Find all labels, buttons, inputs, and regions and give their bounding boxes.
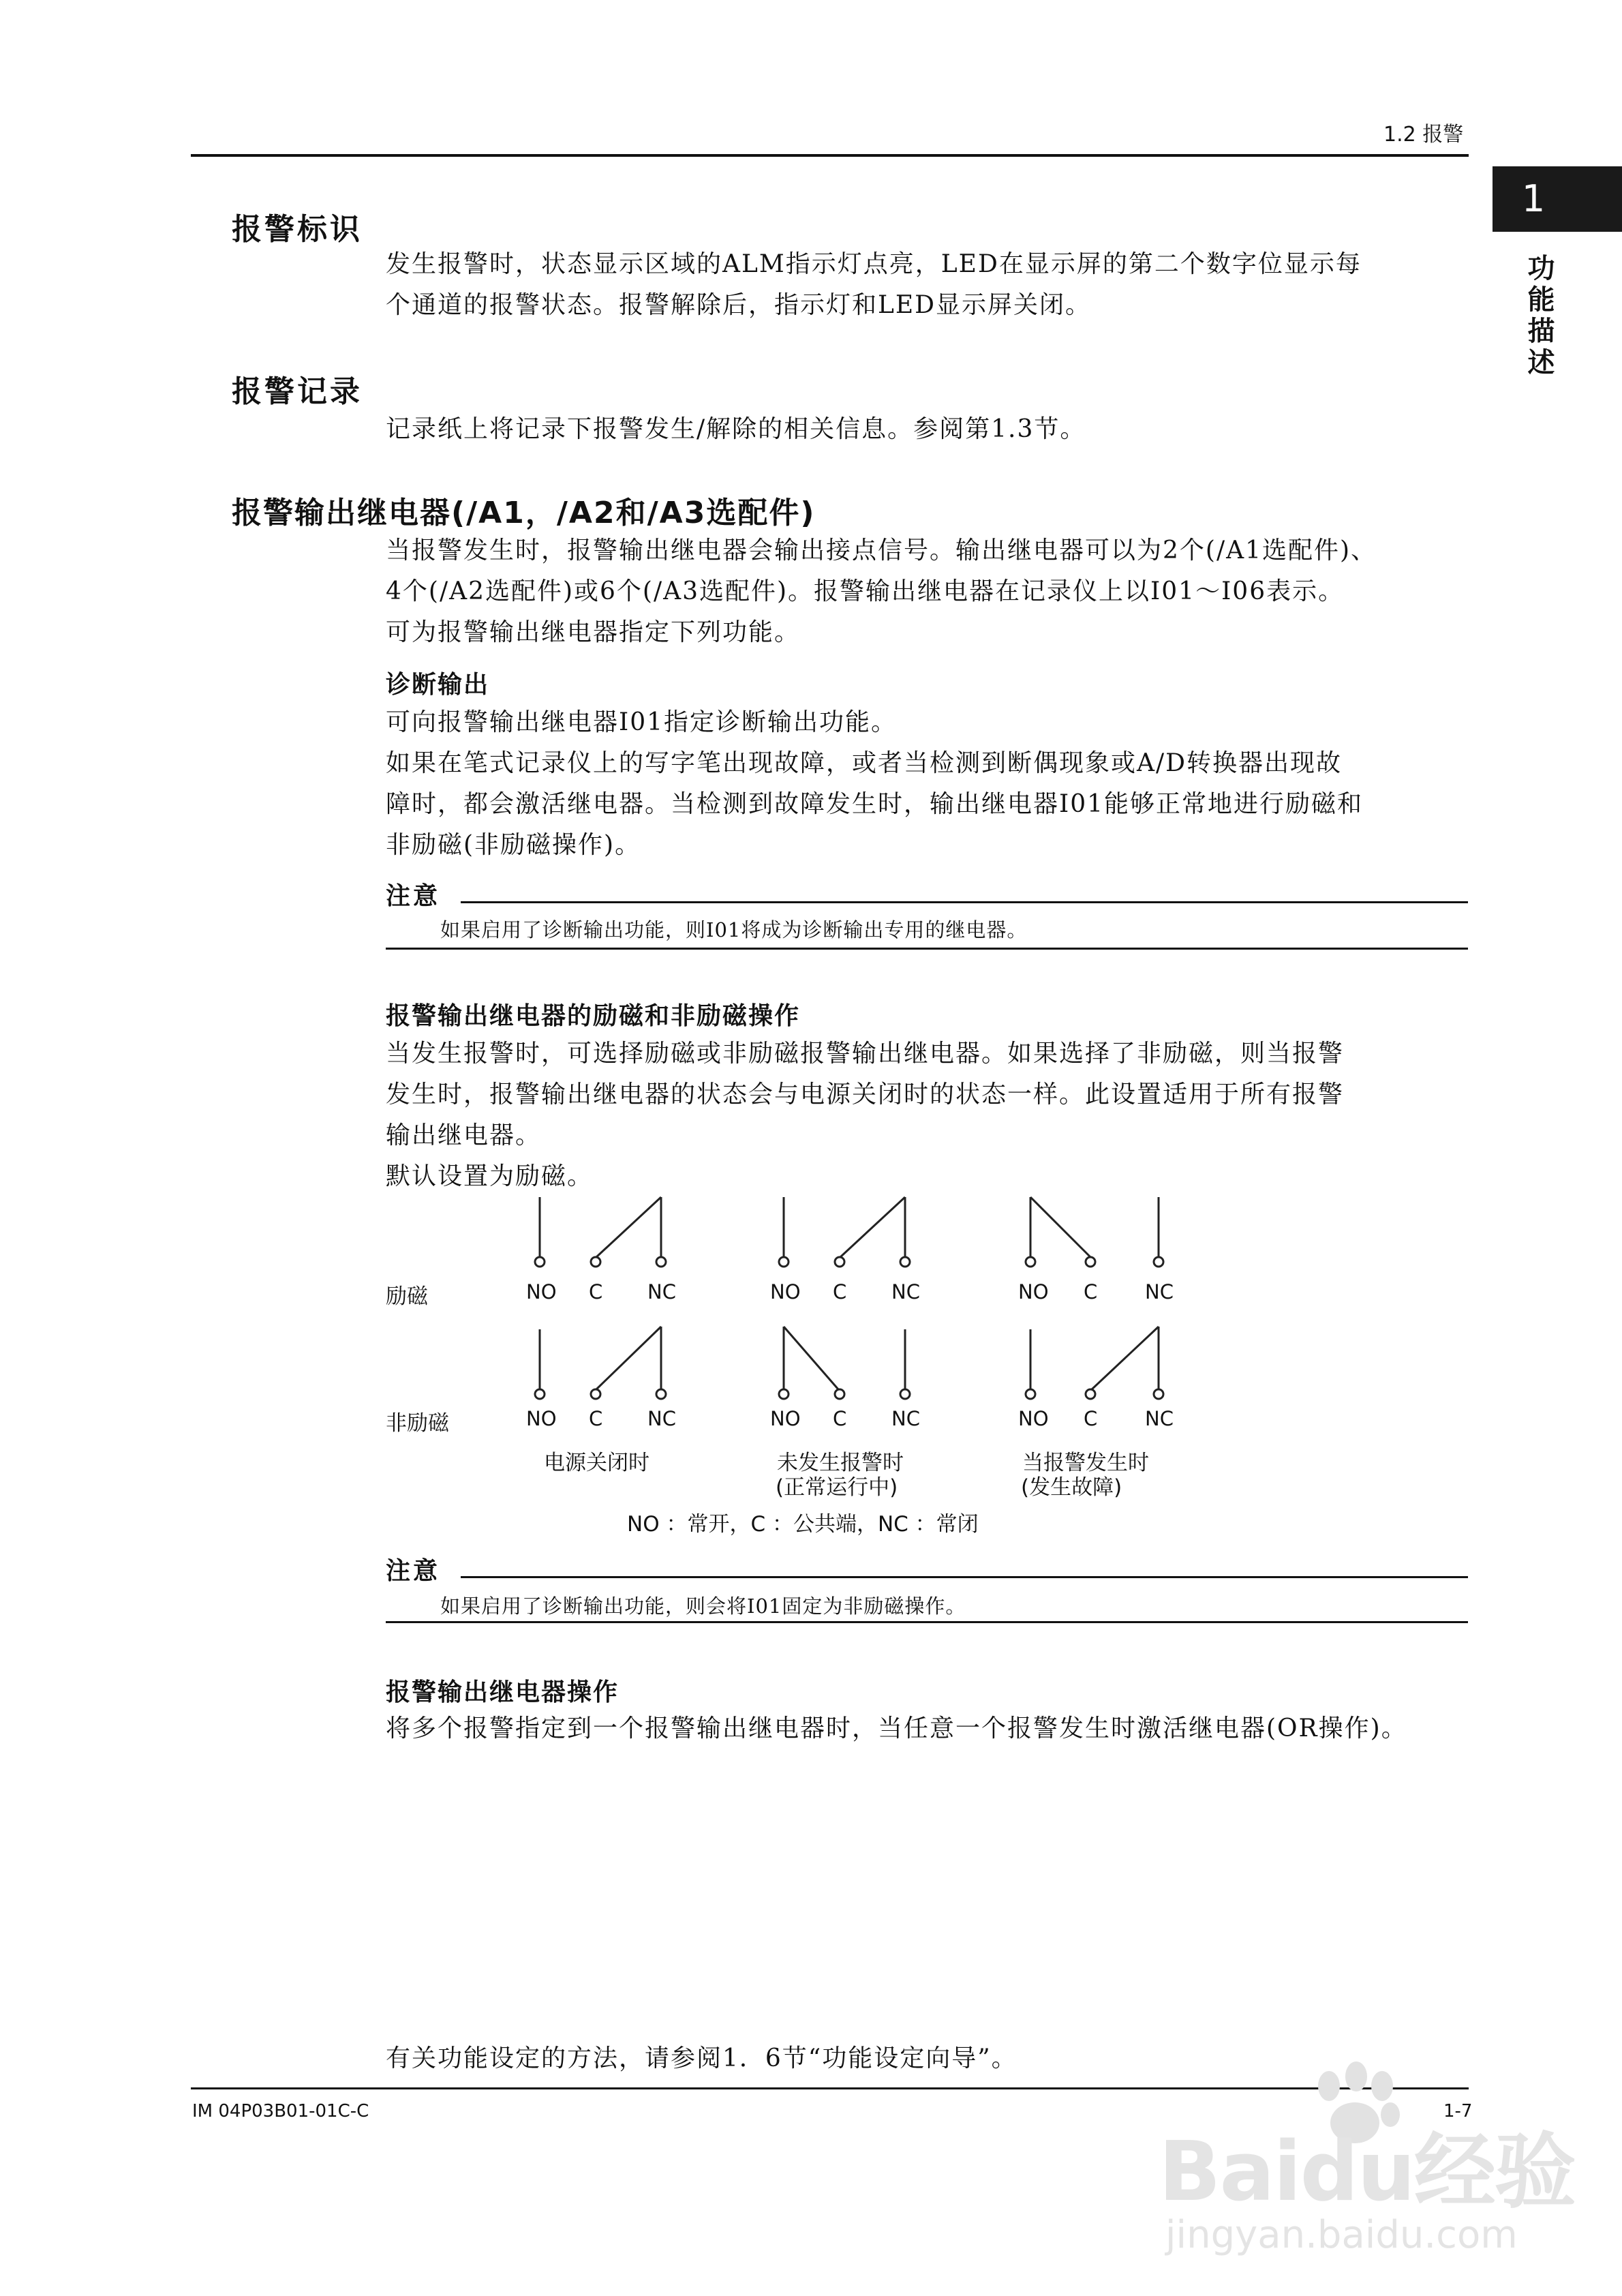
- row-label-energized: 励磁: [386, 1284, 428, 1309]
- contact-deenergized-normal: [779, 1327, 910, 1399]
- terminal-label-no: NO: [526, 1407, 557, 1430]
- paragraph-diagnostic-output: [386, 702, 1490, 866]
- contact-deenergized-alarm: [1026, 1327, 1163, 1399]
- paragraph-alarm-relay: [386, 530, 1490, 653]
- paragraph-energize: [386, 1033, 1490, 1197]
- text-line: 发生报警时，状态显示区域的ALM指示灯点亮，LED在显示屏的第二个数字位显示每: [386, 250, 1362, 278]
- terminal-label-nc: NC: [1145, 1407, 1174, 1430]
- running-header: 1.2 报警: [1383, 123, 1464, 147]
- note-text: 如果启用了诊断输出功能，则I01将成为诊断输出专用的继电器。: [440, 918, 1028, 941]
- paragraph-alarm-record: [386, 409, 1490, 450]
- column-caption-power-off: 电源关闭时: [544, 1451, 649, 1475]
- terminal-label-c: C: [589, 1280, 603, 1303]
- text-line: 将多个报警指定到一个报警输出继电器时，当任意一个报警发生时激活继电器(OR操作)。: [386, 1715, 1407, 1742]
- text-line: 可为报警输出继电器指定下列功能。: [386, 618, 801, 646]
- terminal-label-nc: NC: [1145, 1280, 1174, 1303]
- terminal-label-nc: NC: [647, 1407, 676, 1430]
- header-rule: [191, 154, 1469, 157]
- note-top-rule: [461, 901, 1468, 903]
- note-top-rule: [461, 1576, 1468, 1578]
- text-line: 有关功能设定的方法，请参阅1．6节“功能设定向导”。: [386, 2044, 1017, 2072]
- text-line: 可向报警输出继电器I01指定诊断输出功能。: [386, 708, 898, 736]
- watermark-url: jingyan.baidu.com: [1165, 2213, 1518, 2257]
- diagram-legend: NO ：常开，C ：公共端，NC ：常闭: [627, 1512, 979, 1537]
- contact-energized-alarm: [1026, 1197, 1163, 1267]
- terminal-label-no: NO: [1018, 1407, 1049, 1430]
- terminal-label-no: NO: [1018, 1280, 1049, 1303]
- terminal-label-c: C: [1084, 1407, 1098, 1430]
- text-line: 如果在笔式记录仪上的写字笔出现故障，或者当检测到断偶现象或A/D转换器出现故: [386, 749, 1342, 777]
- heading-diagnostic-output: 诊断输出: [386, 671, 490, 699]
- text-line: 默认设置为励磁。: [386, 1162, 594, 1190]
- contact-deenergized-power-off: [535, 1327, 666, 1399]
- baidu-watermark: [1159, 2059, 1575, 2277]
- heading-alarm-indication: 报警标识: [232, 212, 363, 247]
- column-caption-alarm-sub: (发生故障): [1021, 1475, 1122, 1500]
- terminal-label-no: NO: [770, 1280, 801, 1303]
- terminal-label-no: NO: [526, 1280, 557, 1303]
- row-label-deenergized: 非励磁: [386, 1411, 449, 1436]
- terminal-label-c: C: [1084, 1280, 1098, 1303]
- terminal-label-nc: NC: [891, 1280, 920, 1303]
- text-line: 记录纸上将记录下报警发生/解除的相关信息。参阅第1.3节。: [386, 415, 1086, 443]
- contact-energized-normal: [779, 1197, 910, 1267]
- terminal-label-nc: NC: [891, 1407, 920, 1430]
- paragraph-alarm-indication: [386, 244, 1490, 326]
- note-title: 注意: [386, 1557, 441, 1585]
- text-line: 4个(/A2选配件)或6个(/A3选配件)。报警输出继电器在记录仪上以I01～I06表示。: [386, 577, 1345, 605]
- note-bottom-rule: [386, 1621, 1468, 1623]
- text-line: 输出继电器。: [386, 1121, 542, 1149]
- column-caption-normal: 未发生报警时: [777, 1451, 904, 1475]
- heading-alarm-relay: 报警输出继电器(/A1，/A2和/A3选配件): [232, 496, 816, 530]
- terminal-label-no: NO: [770, 1407, 801, 1430]
- heading-relay-operation: 报警输出继电器操作: [386, 1678, 619, 1706]
- text-line: 当报警发生时，报警输出继电器会输出接点信号。输出继电器可以为2个(/A1选配件)、: [386, 537, 1377, 564]
- column-caption-alarm: 当报警发生时: [1022, 1451, 1149, 1475]
- text-line: 当发生报警时，可选择励磁或非励磁报警输出继电器。如果选择了非励磁，则当报警: [386, 1040, 1345, 1068]
- terminal-label-c: C: [833, 1407, 847, 1430]
- column-caption-normal-sub: (正常运行中): [776, 1475, 898, 1500]
- note-title: 注意: [386, 882, 441, 910]
- watermark-brand: Baidu经验: [1159, 2125, 1575, 2220]
- contact-energized-power-off: [535, 1197, 666, 1267]
- text-line: 发生时，报警输出继电器的状态会与电源关闭时的状态一样。此设置适用于所有报警: [386, 1081, 1345, 1108]
- terminal-label-c: C: [589, 1407, 603, 1430]
- chapter-label: 功能描述: [1523, 254, 1555, 379]
- note-bottom-rule: [386, 948, 1468, 950]
- text-line: 个通道的报警状态。报警解除后，指示灯和LED显示屏关闭。: [386, 291, 1092, 319]
- heading-alarm-record: 报警记录: [232, 374, 363, 409]
- terminal-label-nc: NC: [647, 1280, 676, 1303]
- page-number: 1-7: [1443, 2101, 1473, 2121]
- chapter-number: 1: [1521, 177, 1546, 220]
- heading-energize: 报警输出继电器的励磁和非励磁操作: [386, 1002, 801, 1030]
- text-line: 非励磁(非励磁操作)。: [386, 831, 641, 859]
- text-line: 障时，都会激活继电器。当检测到故障发生时，输出继电器I01能够正常地进行励磁和: [386, 790, 1364, 818]
- paragraph-relay-operation: [386, 1708, 1490, 1749]
- note-text: 如果启用了诊断输出功能，则会将I01固定为非励磁操作。: [440, 1595, 966, 1618]
- terminal-label-c: C: [833, 1280, 847, 1303]
- document-id: IM 04P03B01-01C-C: [192, 2101, 369, 2121]
